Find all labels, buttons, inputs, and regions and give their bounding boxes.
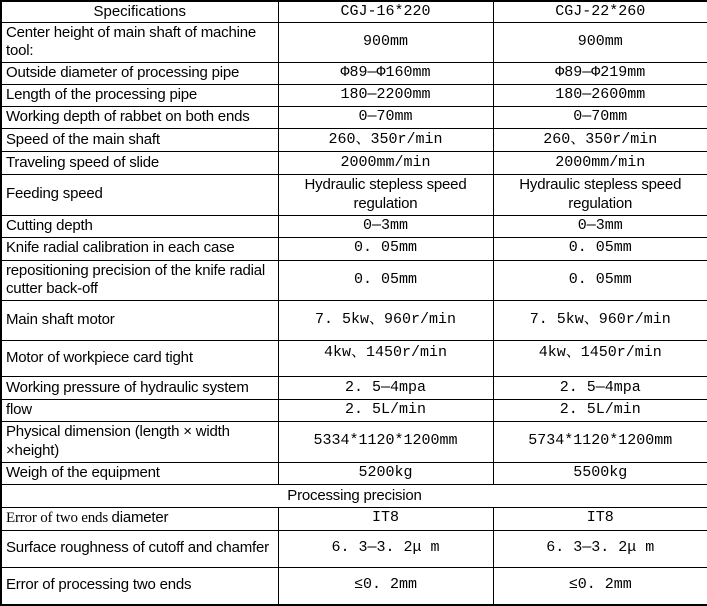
label-text-run: Error of two ends [6,510,112,527]
spec-value: 5500kg [493,462,707,484]
spec-row [1,301,707,341]
spec-value: 6. 3—3. 2μ m [493,530,707,567]
spec-value: 2. 5L/min [493,400,707,422]
spec-row [1,422,707,463]
spec-row [1,341,707,377]
spec-value: Hydraulic stepless speed regulation [278,175,493,216]
spec-value: IT8 [493,507,707,530]
spec-label: Working pressure of hydraulic system [1,377,278,400]
column-header-model-cgj-16-220: CGJ-16*220 [278,1,493,22]
spec-label: repositioning precision of the knife radial cutter back-off [1,260,278,301]
spec-value: 0. 05mm [278,237,493,260]
spec-label: Knife radial calibration in each case [1,237,278,260]
spec-value: 180—2600mm [493,85,707,107]
spec-label: Weigh of the equipment [1,462,278,484]
spec-label: Center height of main shaft of machine tool: [1,22,278,63]
spec-label [1,507,278,530]
spec-value: 0. 05mm [493,260,707,301]
spec-value: 2. 5—4mpa [278,377,493,400]
spec-value: Φ89—Φ219mm [493,63,707,85]
spec-value: 6. 3—3. 2μ m [278,530,493,567]
spec-row [1,175,707,216]
spec-value: 260、350r/min [493,129,707,152]
spec-value: 0—70mm [493,107,707,129]
spec-value: 900mm [493,22,707,63]
spec-label: flow [1,400,278,422]
spec-value: 0—3mm [278,215,493,237]
label-text-run: diameter [111,509,169,527]
spec-row [1,129,707,152]
spec-value: 2000mm/min [493,152,707,175]
spec-value: ≤0. 2mm [493,567,707,605]
column-header-model-cgj-22-260: CGJ-22*260 [493,1,707,22]
spec-value: 0. 05mm [493,237,707,260]
spec-value: 5334*1120*1200mm [278,422,493,463]
spec-value: 260、350r/min [278,129,493,152]
spec-value: 7. 5kw、960r/min [493,301,707,341]
spec-label: Working depth of rabbet on both ends [1,107,278,129]
spec-label: Main shaft motor [1,301,278,341]
spec-row [1,530,707,567]
spec-row [1,152,707,175]
spec-label: Speed of the main shaft [1,129,278,152]
spec-row [1,237,707,260]
spec-label: Surface roughness of cutoff and chamfer [1,530,278,567]
header-row [1,1,707,22]
spec-value: Φ89—Φ160mm [278,63,493,85]
spec-row [1,63,707,85]
spec-label: Motor of workpiece card tight [1,341,278,377]
spec-row [1,462,707,484]
spec-row [1,215,707,237]
spec-value: 2. 5L/min [278,400,493,422]
spec-value: 2000mm/min [278,152,493,175]
spec-value: 4kw、1450r/min [493,341,707,377]
spec-row [1,260,707,301]
spec-row [1,107,707,129]
spec-label: Traveling speed of slide [1,152,278,175]
spec-row [1,507,707,530]
spec-value: Hydraulic stepless speed regulation [493,175,707,216]
spec-row [1,567,707,605]
section-row [1,484,707,507]
spec-label: Error of processing two ends [1,567,278,605]
spec-value: 2. 5—4mpa [493,377,707,400]
spec-label: Outside diameter of processing pipe [1,63,278,85]
spec-value: 4kw、1450r/min [278,341,493,377]
spec-value: 5200kg [278,462,493,484]
column-header-specifications: Specifications [1,1,278,22]
spec-value: 0—70mm [278,107,493,129]
spec-label: Cutting depth [1,215,278,237]
spec-value: 900mm [278,22,493,63]
spec-value: 0—3mm [493,215,707,237]
spec-row [1,377,707,400]
spec-row [1,85,707,107]
spec-value: 5734*1120*1200mm [493,422,707,463]
spec-value: 0. 05mm [278,260,493,301]
spec-row [1,400,707,422]
spec-value: 7. 5kw、960r/min [278,301,493,341]
section-title: Processing precision [1,484,707,507]
spec-row [1,22,707,63]
spec-label: Feeding speed [1,175,278,216]
spec-value: ≤0. 2mm [278,567,493,605]
spec-value: IT8 [278,507,493,530]
spec-label: Physical dimension (length × width ×height) [1,422,278,463]
specifications-table-body [1,22,707,605]
spec-label: Length of the processing pipe [1,85,278,107]
spec-value: 180—2200mm [278,85,493,107]
